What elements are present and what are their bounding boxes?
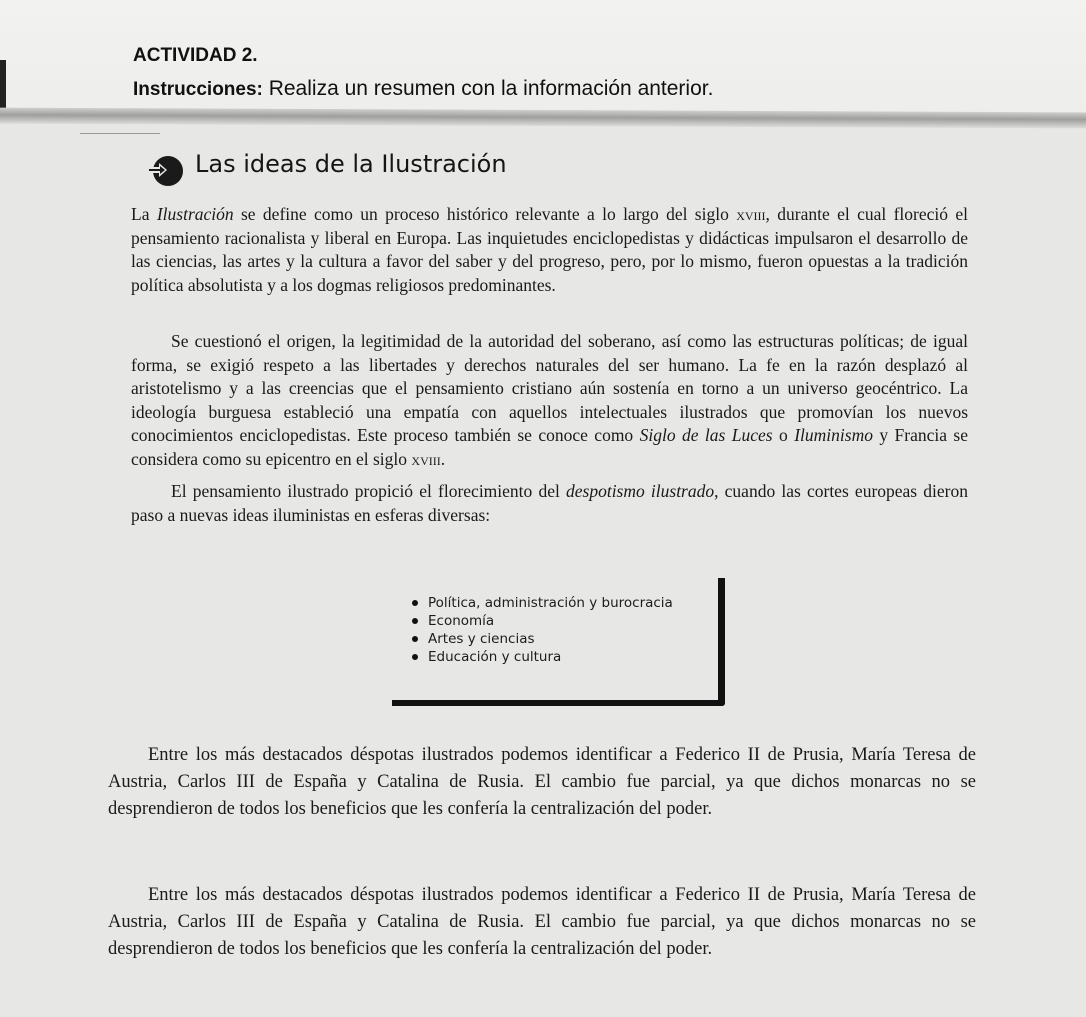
italic-term: despotismo ilustrado (566, 481, 715, 501)
century-numeral: xviii (411, 448, 441, 469)
list-item: Educación y cultura (410, 648, 673, 666)
text-run: Se cuestionó el origen, la legitimidad de la autoridad del soberano, así como las estructuras políticas; de igual forma, se exigió respeto a las libertades y derechos naturales del ser humano. La fe en la razón desplazó al aristotelismo y a las creencias que el pensamiento cristiano aún sostenía en torno a un universo geocéntrico. La ideología burguesa estableció una empatía con aquellos intelectuales ilustrados que promovían los nuevos conocimientos enciclopedistas. Este proceso también se conoce como (131, 331, 968, 446)
italic-term: Siglo de las Luces (639, 425, 773, 446)
text-run: . (440, 448, 446, 469)
spheres-list (410, 594, 673, 666)
text-run: , cuando las cortes europeas dieron paso a nuevas ideas iluministas en esferas diversas: (131, 481, 968, 525)
paper-edge (0, 108, 1086, 129)
divider (80, 133, 160, 134)
text-run: o (772, 425, 795, 446)
paragraph-5: Entre los más destacados déspotas ilustrados podemos identificar a Federico II de Prusia, María Teresa de Austria, Carlos III de España y Catalina de Rusia. El cambio fue parcial, ya que dichos monarcas no se desprendieron de todos los beneficios que les confería la centralización del poder. (108, 885, 976, 959)
italic-term: Iluminismo (794, 425, 873, 446)
paragraph-4: Entre los más destacados déspotas ilustrados podemos identificar a Federico II de Prusia, María Teresa de Austria, Carlos III de España y Catalina de Rusia. El cambio fue parcial, ya que dichos monarcas no se desprendieron de todos los beneficios que les confería la centralización del poder. (108, 745, 976, 819)
century-numeral: xviii (736, 204, 766, 224)
activity-title: ACTIVIDAD 2. (133, 45, 258, 66)
instructions-text: Realiza un resumen con la información anterior. (262, 77, 714, 100)
spheres-box (392, 578, 725, 706)
list-item: Artes y ciencias (410, 630, 673, 648)
italic-term: Ilustración (156, 204, 234, 224)
instructions (133, 77, 713, 101)
text-run: se define como un proceso histórico relevante a lo largo del siglo (233, 204, 737, 224)
text-run: y Francia se considera como su epicentro en el siglo (131, 425, 969, 469)
text-run: El pensamiento ilustrado propició el florecimiento del (171, 481, 566, 501)
section-title: Las ideas de la Ilustración (195, 150, 507, 178)
list-item: Política, administración y burocracia (410, 594, 673, 612)
text-run: , durante el cual floreció el pensamiento racionalista y liberal en Europa. Las inquietudes enciclopedistas y didácticas impulsaron el desarrollo de las ciencias, las artes y la cultura a favor del saber y del progreso, pero, por lo mismo, fueron opuestas a la tradición política absolutista y a los dogmas religiosos predominantes. (131, 204, 968, 295)
text-run: La (131, 204, 157, 224)
arrow-circle-icon (144, 150, 188, 188)
paragraph-2 (131, 330, 968, 472)
instructions-label: Instrucciones: (133, 79, 263, 100)
paragraph-3 (131, 480, 968, 527)
list-item: Economía (410, 612, 673, 630)
paragraph-1 (131, 203, 968, 297)
